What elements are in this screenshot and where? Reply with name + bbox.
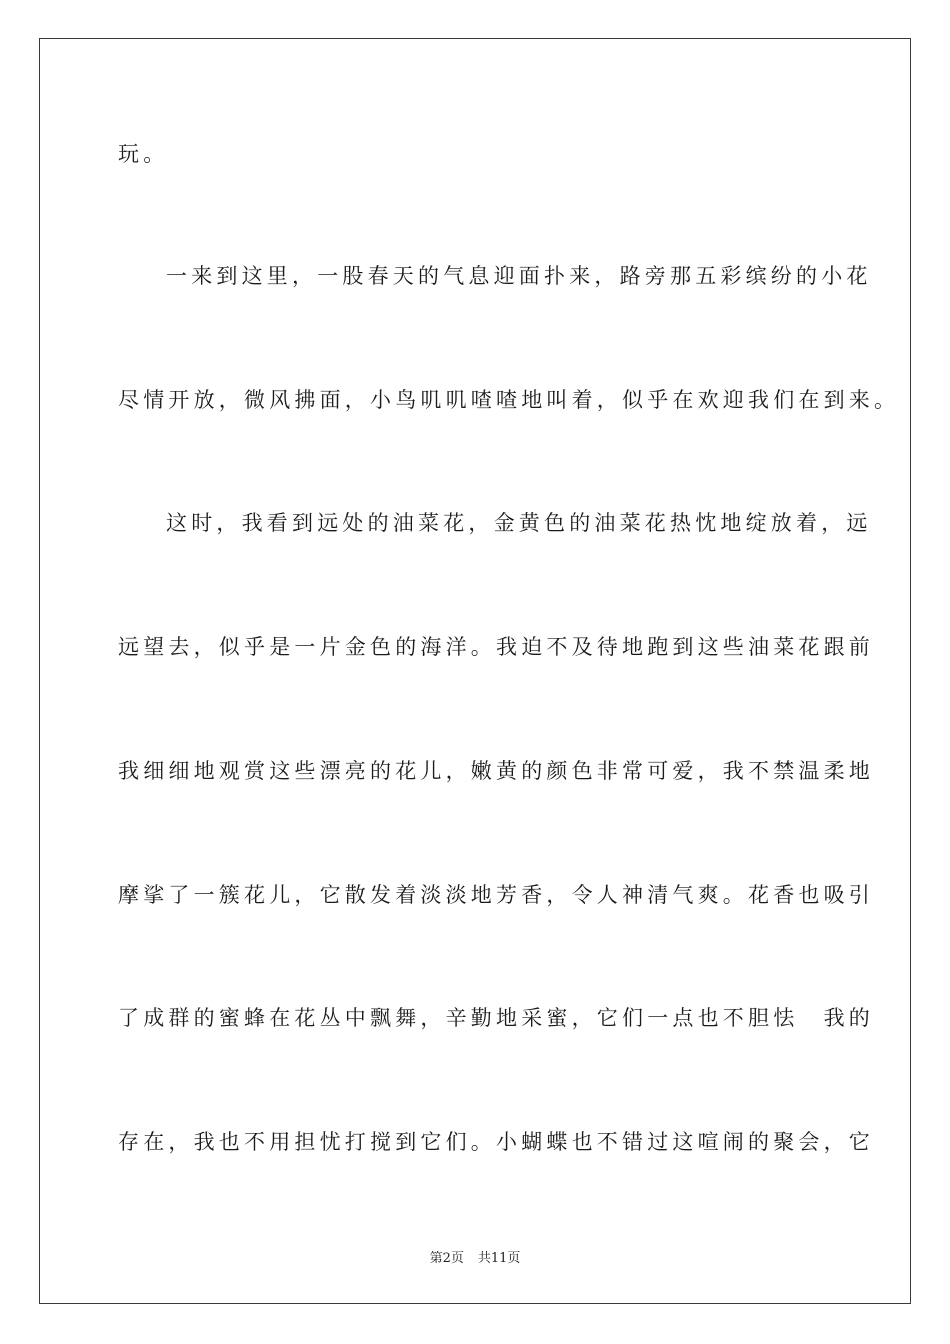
- total-pages: 共11页: [477, 1251, 521, 1266]
- text-line: 存在，我也不用担忧打搅到它们。小蝴蝶也不错过这喧闹的聚会，它: [118, 1130, 874, 1154]
- page-footer: [0, 1247, 950, 1266]
- paragraph-start-line: 这时，我看到远处的油菜花，金黄色的油菜花热忱地绽放着，远: [166, 511, 872, 535]
- page-number: 第2页: [429, 1251, 464, 1266]
- text-line: 了成群的蜜蜂在花丛中飘舞，辛勤地采蜜，它们一点也不胆怯 我的: [118, 1006, 874, 1030]
- page-border: [39, 38, 911, 1304]
- text-line: 尽情开放，微风拂面，小鸟叽叽喳喳地叫着，似乎在欢迎我们在到来。: [118, 388, 900, 412]
- text-line: 远望去，似乎是一片金色的海洋。我迫不及待地跑到这些油菜花跟前: [118, 635, 874, 659]
- text-line: 我细细地观赏这些漂亮的花儿，嫩黄的颜色非常可爱，我不禁温柔地: [118, 759, 874, 783]
- paragraph-start-line: 一来到这里，一股春天的气息迎面扑来，路旁那五彩缤纷的小花: [166, 264, 872, 288]
- text-line: 摩挲了一簇花儿，它散发着淡淡地芳香，令人神清气爽。花香也吸引: [118, 883, 874, 907]
- text-line: 玩。: [118, 142, 169, 166]
